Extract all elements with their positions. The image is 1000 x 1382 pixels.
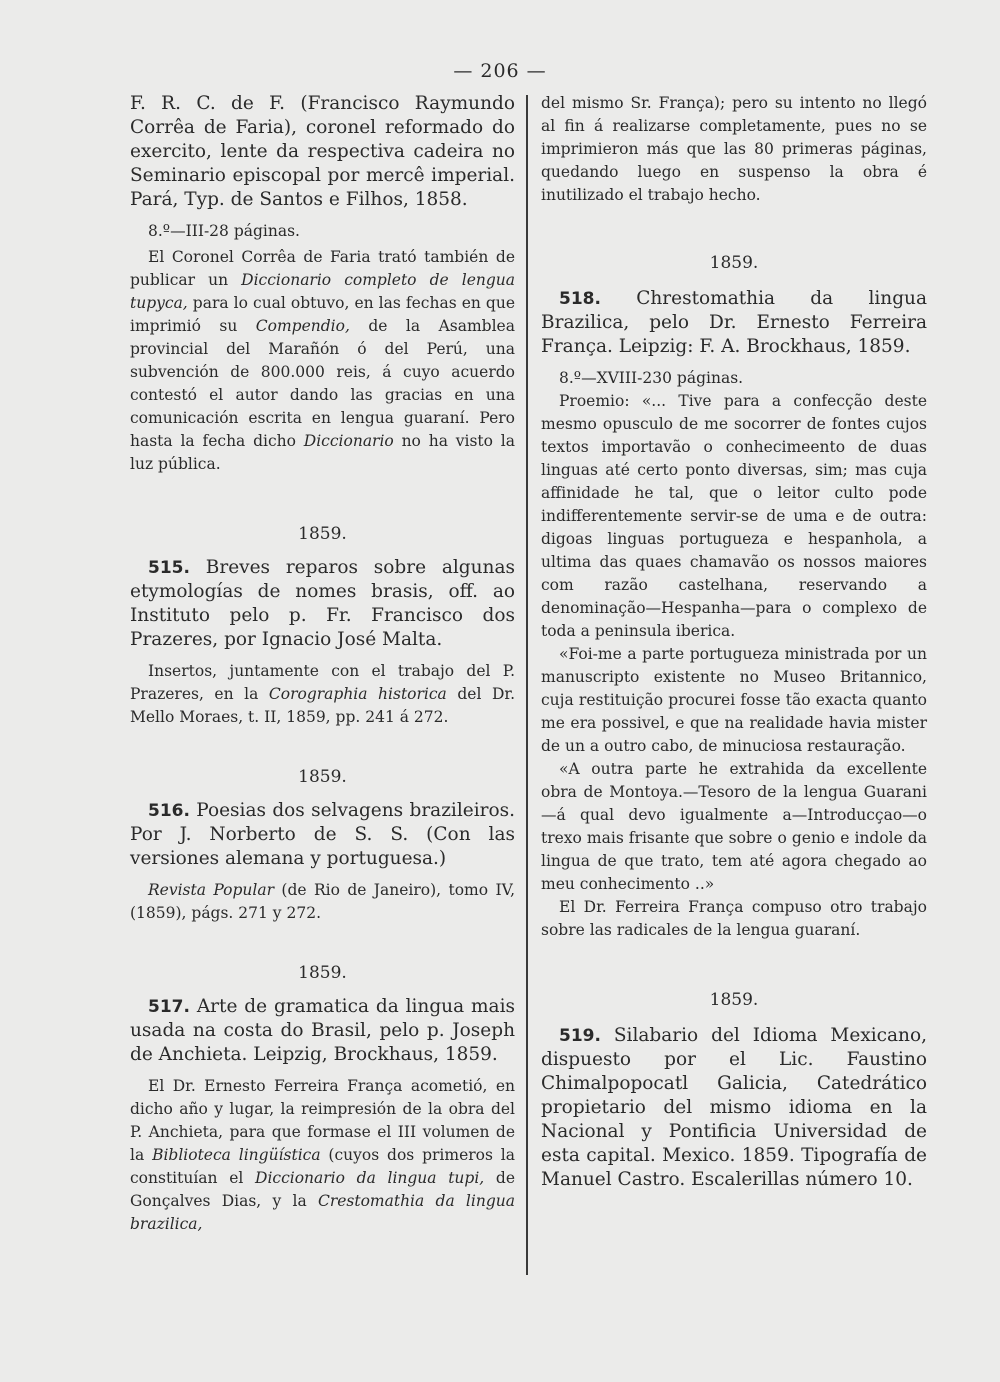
title-text: Arte de gramatica da lingua mais usada na costa do Brasil, pelo p. Joseph de Anchieta. Leipzig, Brockhaus, 1859. [130, 996, 515, 1065]
entry-year: 1859. [298, 524, 347, 544]
note-text: no ha visto la luz pública. [130, 432, 515, 473]
entry-number: 518. [559, 289, 601, 309]
note-text: El Coronel Corrêa de Faria trató también de publicar un [130, 248, 515, 289]
entry-note: El Dr. Ferreira França compuso otro trabajo sobre las radicales de la lengua guaraní. [541, 898, 927, 939]
entry-note [130, 1075, 515, 1236]
entry-title [130, 799, 515, 871]
note-text: para lo cual obtuvo, en las fechas en que imprimió su [130, 294, 515, 335]
entry-519 [541, 988, 927, 1192]
quote-paragraph: «Foi-me a parte portugueza ministrada por un manuscripto existente no Museo Britannico, cuja restituição procurei fosse tão exacta quanto me era possivel, e que na realidade havia mister de un a outro cabo, de minuciosa restauração. [541, 645, 927, 755]
entry-note [130, 879, 515, 925]
entry-514 [130, 92, 515, 476]
entry-516 [130, 765, 515, 925]
note-text: El Dr. Ernesto Ferreira França acometió, en dicho año y lugar, la reimpresión de la obra del P. Anchieta, para que formase el III volumen de la [130, 1077, 515, 1164]
left-column [130, 92, 515, 1236]
entry-title [541, 287, 927, 359]
entry-number: 515. [148, 558, 190, 578]
entry-year: 1859. [298, 767, 347, 787]
note-italic: Diccionario da lingua tupi, [255, 1169, 485, 1187]
entry-year: 1859. [298, 963, 347, 983]
note-italic: Corographia historica [268, 685, 447, 703]
note-text: Insertos, juntamente con el trabajo del P. Prazeres, en la [130, 662, 515, 703]
entry-note [130, 660, 515, 729]
note-italic: Revista Popular [148, 881, 275, 899]
note-text: (cuyos dos primeros la constituían el [130, 1146, 515, 1187]
note-italic: Biblioteca lingüística [152, 1146, 321, 1164]
note-italic: Diccionario completo de lengua tupyca, [130, 271, 515, 312]
entry-title: F. R. C. de F. (Francisco Raymundo Corrêa de Faria), coronel reformado do exercito, lente da respectiva cadeira no Seminario episcopal por mercê imperial. Pará, Typ. de Santos e Filhos, 1858. [130, 93, 515, 210]
note-text: del Dr. Mello Moraes, t. II, 1859, pp. 241 á 272. [130, 685, 516, 726]
note-italic: Diccionario [303, 432, 394, 450]
note-text: de Gonçalves Dias, y la [130, 1169, 516, 1210]
entry-pages: 8.º—III-28 páginas. [148, 222, 300, 240]
entry-518 [541, 251, 927, 942]
entry-515 [130, 522, 515, 729]
column-divider [526, 95, 528, 1275]
entry-517 [130, 961, 515, 1236]
note-text: de la Asamblea provincial del Marañón ó del Perú, una subvención de 800.000 reis, á cuyo acuerdo contestó el autor dando las gracias en una comunicación escrita en lengua guaraní. Pero hasta la fecha dicho [130, 317, 515, 450]
entry-note [130, 246, 515, 476]
proemio-paragraph: Proemio: «... Tive para a confecção deste mesmo opusculo de me socorrer de fontes cujos textos importavão o conhecimeento de duas linguas até certo ponto diversas, sim; mas cuja affinidade he tal, que o leitor culto pode indifferentemente servir-se de uma e de outra: digoas linguas portugueza e hespanhola, a ultima das quaes chamavão os nossos maiores com razão castelhana, reservando a denominação—Hespanha—para o complexo de toda a peninsula iberica. [541, 392, 927, 640]
note-italic: Compendio, [255, 317, 350, 335]
continued-note: del mismo Sr. França); pero su intento no llegó al fin á realizarse completamente, pues no se imprimieron más que las 80 primeras páginas, quedando luego en suspenso la obra é inutilizado el trabajo hecho. [541, 94, 927, 204]
entry-number: 516. [148, 801, 190, 821]
note-italic: Crestomathia da lingua brazilica, [130, 1192, 515, 1233]
entry-number: 517. [148, 997, 190, 1017]
quote-paragraph: «A outra parte he extrahida da excellente obra de Montoya.—Tesoro de la lengua Guarani—á qual devo igualmente a—Introducçao—o trexo mais frisante que sobre o genio e indole da lingua de que trato, tem até agora chegado ao meu conhecimento ..» [541, 760, 927, 893]
entry-pages: 8.º—XVIII-230 páginas. [559, 369, 744, 387]
entry-year: 1859. [709, 253, 759, 273]
entry-year: 1859. [709, 990, 759, 1010]
entry-title [541, 1024, 927, 1192]
entry-title [130, 556, 515, 652]
title-text: Poesias dos selvagens brazileiros. Por J. Norberto de S. S. (Con las versiones alemana y portuguesa.) [130, 800, 515, 869]
title-text: Silabario del Idioma Mexicano, dispuesto por el Lic. Faustino Chimalpopocatl Galicia, Catedrático propietario del mismo idioma en la Nacional y Pontificia Universidad de esta capital. Mexico. 1859. Tipografía de Manuel Castro. Escalerillas número 10. [541, 1025, 927, 1190]
entry-title [130, 995, 515, 1067]
entry-number: 519. [559, 1026, 601, 1046]
page-number: — 206 — [453, 60, 547, 82]
title-text: Breves reparos sobre algunas etymologías de nomes brasis, off. ao Instituto pelo p. Fr. Francisco dos Prazeres, por Ignacio José Malta. [130, 557, 515, 650]
right-column [541, 92, 927, 1197]
title-text: Chrestomathia da lingua Brazilica, pelo Dr. Ernesto Ferreira França. Leipzig: F. A. Brockhaus, 1859. [541, 288, 927, 357]
note-text: (de Rio de Janeiro), tomo IV, (1859), págs. 271 y 272. [130, 881, 515, 922]
